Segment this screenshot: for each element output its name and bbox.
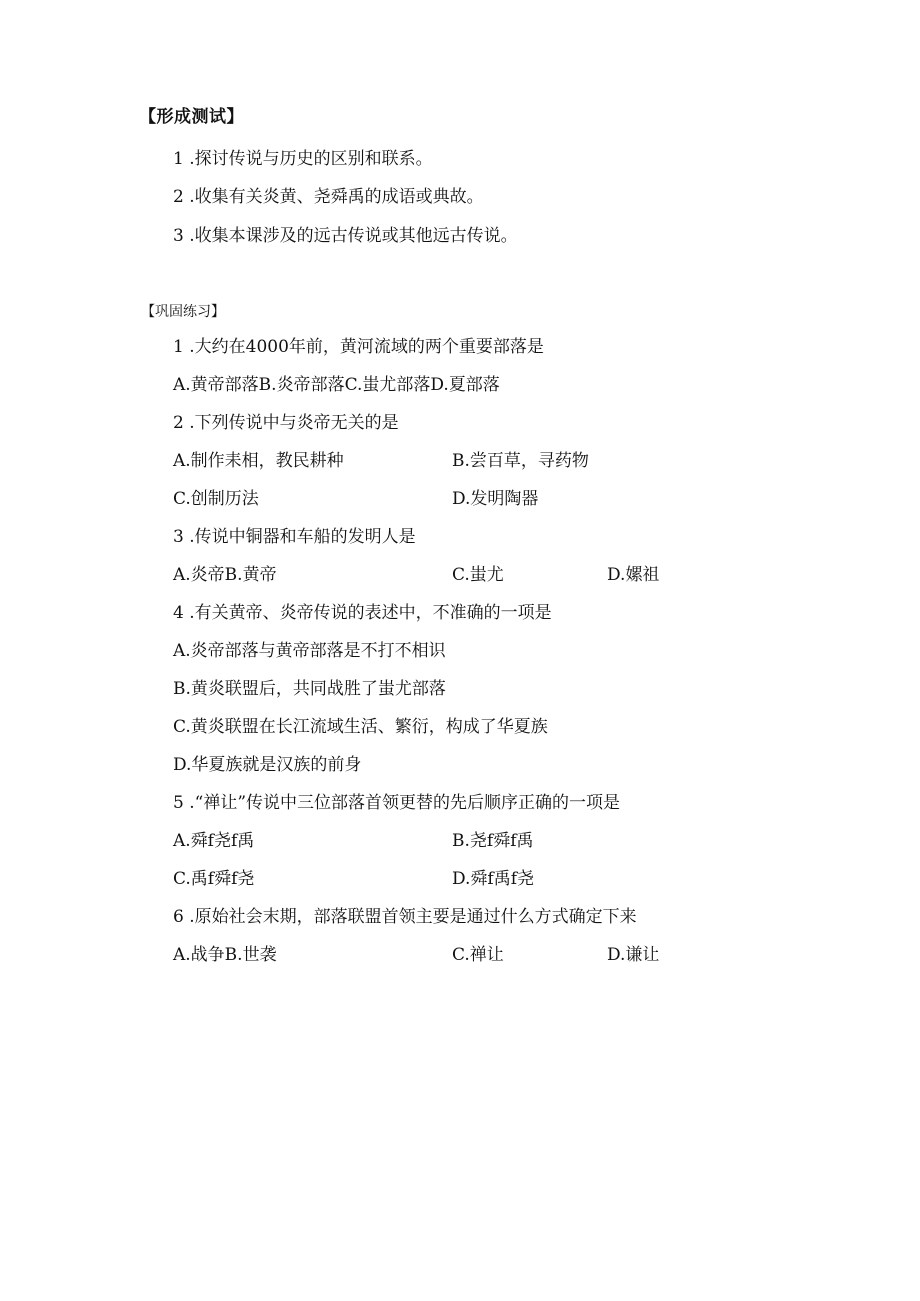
question-3-option-d: D.嫘祖 <box>607 565 660 585</box>
question-2-stem: 2 .下列传说中与炎帝无关的是 <box>173 413 399 433</box>
question-2-option-a: A.制作耒相，教民耕种 <box>173 451 344 471</box>
question-6-options-ab: A.战争B.世袭 <box>173 945 277 965</box>
question-4-stem: 4 .有关黄帝、炎帝传说的表述中，不准确的一项是 <box>173 603 552 623</box>
question-1-options: A.黄帝部落B.炎帝部落C.蚩尤部落D.夏部落 <box>173 375 500 395</box>
question-4-option-d: D.华夏族就是汉族的前身 <box>173 755 362 775</box>
section-heading-formative-test: 【形成测试】 <box>139 107 244 127</box>
question-6-stem: 6 .原始社会末期，部落联盟首领主要是通过什么方式确定下来 <box>173 907 637 927</box>
question-6-option-c: C.禅让 <box>452 945 504 965</box>
question-5-option-d: D.舜f禹f尧 <box>452 869 535 889</box>
question-3-stem: 3 .传说中铜器和车船的发明人是 <box>173 527 416 547</box>
formative-item-1: 1 .探讨传说与历史的区别和联系。 <box>173 149 433 169</box>
question-5-stem: 5 .“禅让”传说中三位部落首领更替的先后顺序正确的一项是 <box>173 793 621 813</box>
question-2-option-b: B.尝百草，寻药物 <box>452 451 589 471</box>
section-heading-consolidation: 【巩固练习】 <box>141 304 225 320</box>
question-4-option-c: C.黄炎联盟在长江流域生活、繁衍，构成了华夏族 <box>173 717 548 737</box>
question-1-stem: 1 .大约在4000年前，黄河流域的两个重要部落是 <box>173 337 544 357</box>
question-3-options-ab: A.炎帝B.黄帝 <box>173 565 277 585</box>
question-4-option-a: A.炎帝部落与黄帝部落是不打不相识 <box>173 641 446 661</box>
question-6-option-d: D.谦让 <box>607 945 660 965</box>
question-2-option-c: C.创制历法 <box>173 489 259 509</box>
question-3-option-c: C.蚩尤 <box>452 565 504 585</box>
question-5-option-b: B.尧f舜f禹 <box>452 831 534 851</box>
question-2-option-d: D.发明陶器 <box>452 489 539 509</box>
formative-item-3: 3 .收集本课涉及的远古传说或其他远古传说。 <box>173 226 518 246</box>
question-5-option-c: C.禹f舜f尧 <box>173 869 255 889</box>
formative-item-2: 2 .收集有关炎黄、尧舜禹的成语或典故。 <box>173 187 484 207</box>
question-4-option-b: B.黄炎联盟后，共同战胜了蚩尤部落 <box>173 679 446 699</box>
question-5-option-a: A.舜f尧f禹 <box>173 831 255 851</box>
